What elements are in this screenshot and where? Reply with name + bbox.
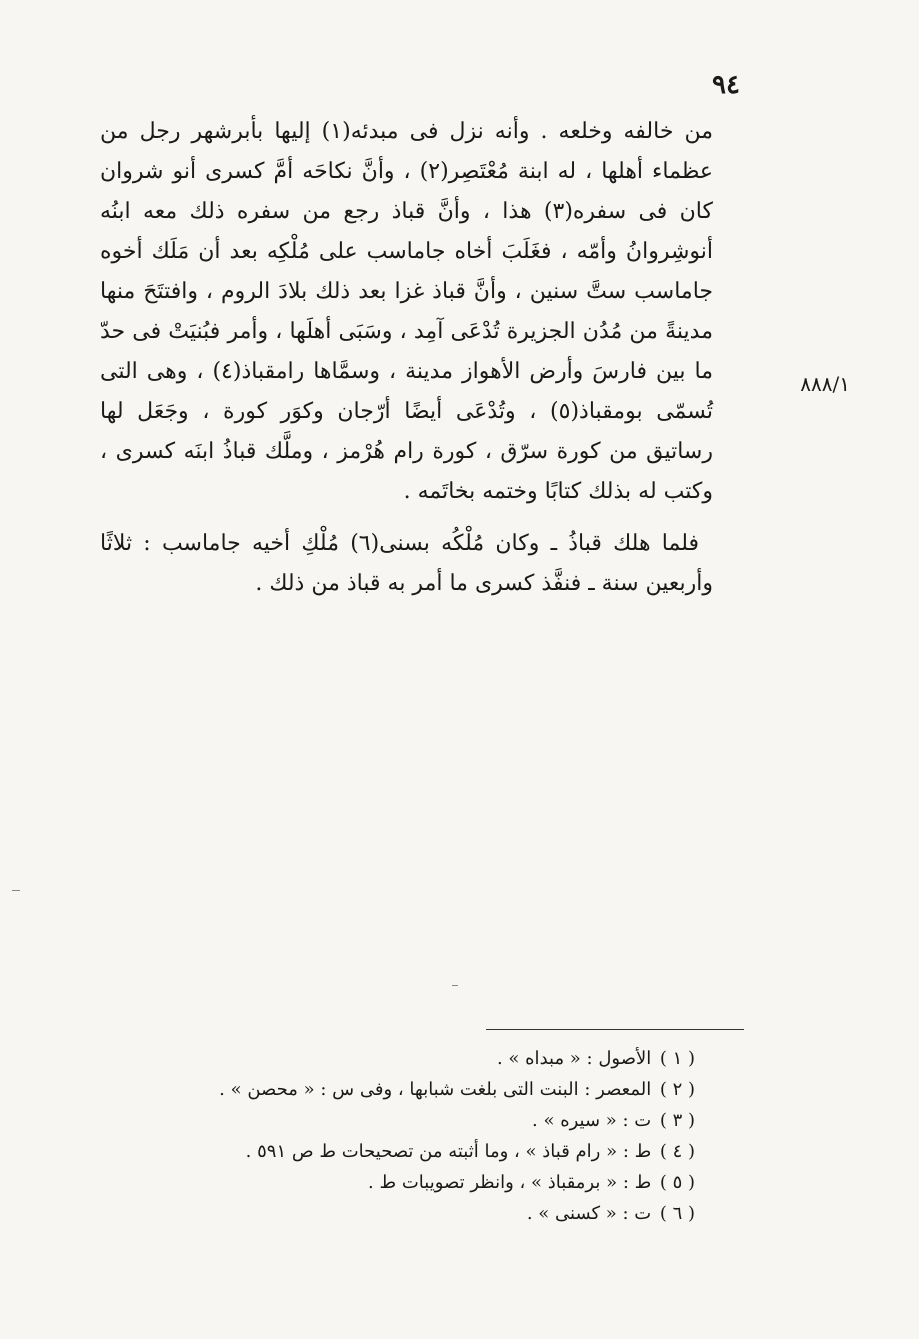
footnote-text: ط : « برمقباذ » ، وانظر تصويبات ط . xyxy=(368,1172,652,1193)
paragraph: من خالفه وخلعه . وأنه نزل فى مبدئه(١) إليها بأبرشهر رجل من عظماء أهلها ، له ابنة مُعْتَصِر(٢) ، وأنَّ نكاحَه أمَّ كسرى أنو شروان كان فى سفره(٣) هذا ، وأنَّ قباذ رجع من سفره ذلك معه ابنُه أنوشِروانُ وأمّه ، فغَلَبَ أخاه جاماسب على مُلْكِه بعد أن مَلَك أخوه جاماسب ستَّ سنين ، وأنَّ قباذ غزا بعد ذلك بلادَ الروم ، وافتتَحَ منها مدينةً من مُدُن الجزيرة تُدْعَى آمِد ، وسَبَى أهلَها ، وأمر فبُنيَتْ فى حدّ ما بين فارسَ وأرض الأهواز مدينة ، وسمَّاها رامقباذ(٤) ، وهى التى تُسمّى بومقباذ(٥) ، وتُدْعَى أيضًا أرّجان وكوَر كورة ، وجَعَل لها رساتيق من كورة سرّق ، كورة رام هُرْمز ، وملَّك قباذُ ابنَه كسرى ، وكتب له بذلك كتابًا وختمه بخاتَمه . xyxy=(100,119,714,504)
footnote-number: ( ٣ ) xyxy=(659,1110,695,1131)
footnote-number: ( ١ ) xyxy=(659,1048,695,1069)
footnotes xyxy=(219,1043,695,1229)
footnote xyxy=(240,1105,695,1136)
footnote-text: الأصول : « مبداه » . xyxy=(496,1048,652,1069)
footnote-text: ت : « سيره » . xyxy=(532,1110,652,1131)
footnote-text: المعصر : البنت التى بلغت شبابها ، وفى س : « محصن » . xyxy=(219,1079,652,1100)
scan-speck xyxy=(12,890,20,891)
margin-reference: ٨٨٨/١ xyxy=(800,372,850,396)
footnote-number: ( ٥ ) xyxy=(659,1172,695,1193)
footnote-number: ( ٦ ) xyxy=(659,1203,695,1224)
footnote xyxy=(240,1136,695,1167)
footnote xyxy=(240,1167,695,1198)
footnote-number: ( ٢ ) xyxy=(659,1079,695,1100)
footnote-text: ت : « كسنى » . xyxy=(526,1203,652,1224)
footnote-number: ( ٤ ) xyxy=(659,1141,695,1162)
paragraph: فلما هلك قباذُ ـ وكان مُلْكُه بسنى(٦) مُلْكِ أخيه جاماسب : ثلاثًا وأربعين سنة ـ فنفَّذ كسرى ما أمر به قباذ من ذلك . xyxy=(100,531,713,596)
footnote xyxy=(240,1198,695,1229)
footnote-divider xyxy=(486,1029,744,1030)
footnote xyxy=(219,1074,695,1105)
scan-speck xyxy=(452,985,458,986)
page-number: ٩٤ xyxy=(712,70,740,100)
footnote xyxy=(240,1043,695,1074)
main-text xyxy=(100,112,713,604)
footnote-text: ط : « رام قباذ » ، وما أثبته من تصحيحات ط ص ٥٩١ . xyxy=(245,1141,652,1162)
